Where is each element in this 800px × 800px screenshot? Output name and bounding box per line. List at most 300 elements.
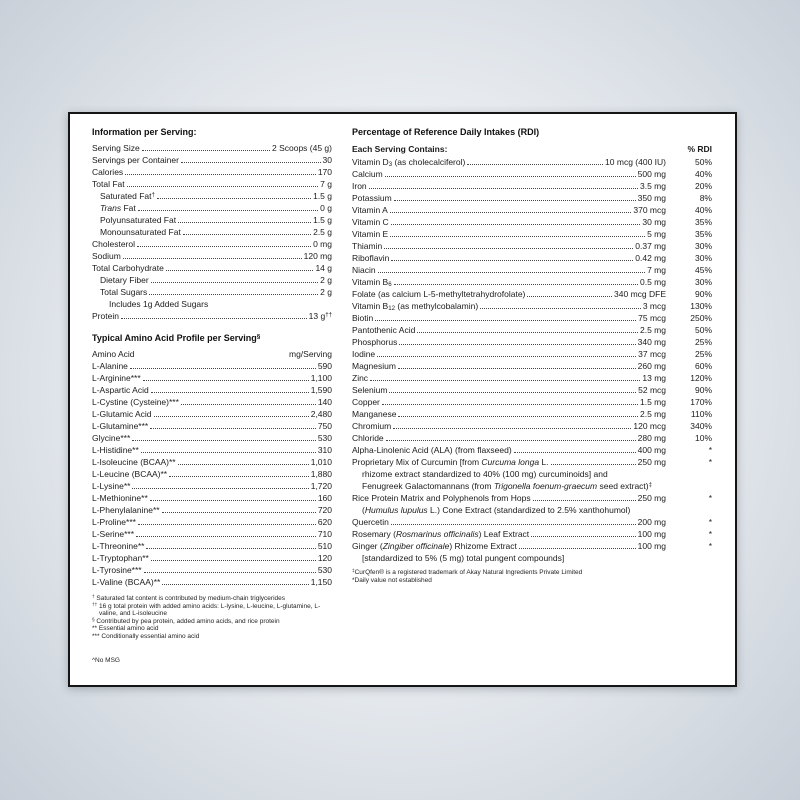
row-value: 2.5 mg [640,409,666,419]
dot-leader [385,176,636,177]
table-row [92,503,332,515]
row-value: 37 mcg [638,349,666,359]
row-value: 0.42 mg [635,253,666,263]
footnote: ‡CurQfen® is a registered trademark of Akay Natural Ingredients Private Limited [352,568,583,576]
row-rdi: 10% [694,433,712,443]
dot-leader [157,198,311,199]
row-value: 30 mg [642,217,666,227]
table-row [352,419,712,431]
row-label: L-Lysine** [92,481,131,491]
row-value: 120 mcg [633,421,666,431]
dot-leader [399,344,635,345]
table-row [92,371,332,383]
table-row [92,383,332,395]
row-value: 1.5 mg [640,397,666,407]
table-row [352,347,712,359]
table-row [92,189,332,201]
dot-leader [527,296,612,297]
row-label: Vitamin $B_6$ [352,277,392,289]
table-row [92,539,332,551]
row-value: 530 [317,565,332,575]
dot-leader [370,380,640,381]
row-rdi: 130% [690,301,712,311]
row-value: 0 mg [313,239,332,249]
dot-leader [386,440,636,441]
row-value: 1,590 [310,385,332,395]
footnote: § Contributed by pea protein, added amino acids, and rice protein [92,617,280,625]
dot-leader [391,224,641,225]
row-label: Chromium [352,421,392,431]
row-value: 1,010 [310,457,332,467]
footnote: †† 16 g total protein with added amino acids: L-lysine, L-leucine, L-glutamine, L-valine, and L-isoleucine [92,601,321,618]
row-label: L-Serine*** [92,529,135,539]
dot-leader [391,524,636,525]
dot-leader [533,500,636,501]
row-label: Polyunsaturated Fat [100,215,177,225]
dot-leader [151,392,309,393]
dot-leader [162,512,316,513]
row-label: L-Alanine [92,361,128,371]
row-rdi: 60% [694,361,712,371]
dot-leader [143,380,309,381]
row-label: Amino Acid [92,349,135,359]
dot-leader [141,452,316,453]
table-row [92,407,332,419]
row-label: L-Tyrosine*** [92,565,142,575]
dot-leader [531,536,635,537]
table-row [352,455,712,467]
row-rdi: 340% [690,421,712,431]
row-label: Fenugreek Galactomannans (from Trigonella foenum-graecum seed extract)‡ [362,481,653,491]
table-row [352,227,712,239]
dot-leader [377,356,636,357]
row-rdi: 30% [694,241,712,251]
row-label: L-Methionine** [92,493,148,503]
row-rdi: 35% [694,217,712,227]
row-label: Total Carbohydrate [92,263,164,273]
row-value: 510 [317,541,332,551]
dot-leader [181,404,316,405]
row-label: Potassium [352,193,392,203]
table-row [92,347,332,359]
row-value: 2,480 [310,409,332,419]
row-label: Magnesium [352,361,396,371]
row-value: 7 g [320,179,332,189]
table-row [352,275,712,287]
row-value: 1,100 [310,373,332,383]
row-value: 2 g [320,287,332,297]
dot-leader [178,464,309,465]
table-row [352,299,712,311]
row-label: Vitamin E [352,229,389,239]
row-label: L-Leucine (BCAA)** [92,469,168,479]
row-value: 310 [317,445,332,455]
dot-leader [382,404,638,405]
dot-leader [417,332,638,333]
row-label: Vitamin A [352,205,388,215]
row-rdi: 50% [694,157,712,167]
left-footnotes [92,595,332,641]
row-value: 1.5 g [313,215,332,225]
table-row [352,371,712,383]
dot-leader [390,212,632,213]
dot-leader [398,368,636,369]
row-label: Calories [92,167,124,177]
row-value: 250 mg [637,493,666,503]
dot-leader [138,210,318,211]
row-label: Pantothenic Acid [352,325,416,335]
row-rdi: 25% [694,349,712,359]
dot-leader [393,428,631,429]
dot-leader [181,162,321,163]
table-row [92,419,332,431]
footnote: *Daily value not established [352,576,432,584]
row-label: Vitamin $B_{12}$ (as methylcobalamin) [352,301,479,313]
table-row [352,503,712,515]
table-row [352,491,712,503]
row-label: Vitamin C [352,217,389,227]
dot-leader [150,428,316,429]
table-row [92,491,332,503]
dot-leader [151,560,316,561]
table-row [92,249,332,261]
table-row [92,551,332,563]
row-value: 120 mg [303,251,332,261]
row-value: 340 mcg DFE [614,289,666,299]
table-row [92,297,332,309]
row-label: Iodine [352,349,376,359]
row-label: [standardized to 5% (5 mg) total pungent compounds] [362,553,565,563]
row-value: 0.5 mg [640,277,666,287]
rdi-header-label: Each Serving Contains: [352,144,448,154]
table-row [92,563,332,575]
dot-leader [154,416,309,417]
row-label: L-Arginine*** [92,373,141,383]
row-label: Selenium [352,385,388,395]
amino-acid-table [92,347,332,587]
row-label: Riboflavin [352,253,390,263]
rdi-header-percent: % RDI [687,144,712,154]
dot-leader [551,464,636,465]
row-value: 200 mg [637,517,666,527]
row-rdi: 120% [690,373,712,383]
row-label: Vitamin $D_3$ (as cholecalciferol) [352,157,466,169]
table-row [352,515,712,527]
row-rdi: 20% [694,181,712,191]
amino-acid-profile-title: Typical Amino Acid Profile per Serving§ [92,333,261,343]
row-value: 260 mg [637,361,666,371]
table-row [92,467,332,479]
row-value: 100 mg [637,541,666,551]
row-label: L-Glutamine*** [92,421,149,431]
right-column [352,127,712,584]
row-rdi: 30% [694,253,712,263]
table-row [352,155,712,167]
row-rdi: 90% [694,289,712,299]
row-value: mg/Serving [289,349,332,359]
table-row [92,443,332,455]
row-label: Glycine*** [92,433,131,443]
row-label: Biotin [352,313,374,323]
table-row [352,443,712,455]
supplement-label-card [68,112,737,687]
dot-leader [151,282,319,283]
row-value: 500 mg [637,169,666,179]
table-row [92,225,332,237]
dot-leader [150,500,316,501]
row-value: 2.5 mg [640,325,666,335]
table-row [92,177,332,189]
row-value: 370 mcg [633,205,666,215]
table-row [352,539,712,551]
row-value: 100 mg [637,529,666,539]
row-value: 720 [317,505,332,515]
row-label: L-Aspartic Acid [92,385,149,395]
row-rdi: 25% [694,337,712,347]
table-row [352,287,712,299]
table-row [92,237,332,249]
row-value: 400 mg [637,445,666,455]
dot-leader [166,270,314,271]
row-label: Rice Protein Matrix and Polyphenols from Hops [352,493,531,503]
row-value: 750 [317,421,332,431]
table-row [352,407,712,419]
row-value: 280 mg [637,433,666,443]
row-value: 250 mg [637,457,666,467]
row-value: 1,880 [310,469,332,479]
table-row [352,239,712,251]
table-row [92,395,332,407]
row-value: 5 mg [647,229,666,239]
row-label: Ginger (Zingiber officinale) Rhizome Extract [352,541,517,551]
row-rdi: * [708,445,712,455]
table-row [352,311,712,323]
row-label: Dietary Fiber [100,275,149,285]
row-label: Trans Fat [100,203,136,213]
dot-leader [132,440,316,441]
dot-leader [130,368,316,369]
row-rdi: 30% [694,277,712,287]
table-row [352,335,712,347]
dot-leader [123,258,302,259]
row-value: 13 g†† [308,311,332,321]
row-value: 170 [317,167,332,177]
row-label: Cholesterol [92,239,135,249]
dot-leader [144,572,316,573]
row-label: (Humulus lupulus L.) Cone Extract (standardized to 2.5% xanthohumol) [362,505,631,515]
table-row [352,383,712,395]
dot-leader [514,452,636,453]
row-value: 620 [317,517,332,527]
dot-leader [394,284,638,285]
dot-leader [162,584,308,585]
row-rdi: 90% [694,385,712,395]
row-label: Serving Size [92,143,140,153]
dot-leader [146,548,315,549]
table-row [352,215,712,227]
table-row [92,261,332,273]
table-row [352,203,712,215]
dot-leader [378,272,645,273]
row-value: 120 [317,553,332,563]
dot-leader [480,308,641,309]
row-label: Calcium [352,169,383,179]
dot-leader [125,174,316,175]
row-label: Thiamin [352,241,383,251]
row-label: Alpha-Linolenic Acid (ALA) (from flaxseed) [352,445,512,455]
row-rdi: * [708,517,712,527]
row-label: L-Proline*** [92,517,136,527]
row-value: 340 mg [637,337,666,347]
row-value: 75 mcg [638,313,666,323]
table-row [92,273,332,285]
row-label: Quercetin [352,517,389,527]
rdi-table [352,155,712,563]
row-label: Chloride [352,433,384,443]
dot-leader [149,294,318,295]
row-value: 1.5 g [313,191,332,201]
row-rdi: * [708,457,712,467]
footnote: ** Essential amino acid [92,625,159,633]
left-column [92,127,332,665]
table-row [352,527,712,539]
row-rdi: 40% [694,169,712,179]
row-rdi: 250% [690,313,712,323]
row-value: 3.5 mg [640,181,666,191]
table-row [92,153,332,165]
row-label: L-Phenylalanine** [92,505,160,515]
row-value: 160 [317,493,332,503]
table-row [352,251,712,263]
dot-leader [137,246,311,247]
dot-leader [121,318,307,319]
dot-leader [142,150,270,151]
row-label: Manganese [352,409,397,419]
rdi-title: Percentage of Reference Daily Intakes (RDI) [352,127,540,137]
table-row [352,395,712,407]
dot-leader [127,186,319,187]
row-rdi: 40% [694,205,712,215]
table-row [92,575,332,587]
dot-leader [183,234,311,235]
table-row [92,165,332,177]
dot-leader [369,188,638,189]
dot-leader [132,488,308,489]
row-value: 3 mcg [642,301,666,311]
table-row [352,467,712,479]
row-value: 2.5 g [313,227,332,237]
row-label: L-Isoleucine (BCAA)** [92,457,176,467]
table-row [352,359,712,371]
row-value: 13 mg [642,373,666,383]
row-label: Copper [352,397,380,407]
row-label: L-Threonine** [92,541,145,551]
row-value: 0 g [320,203,332,213]
row-label: Niacin [352,265,376,275]
table-row [352,179,712,191]
row-rdi: * [708,541,712,551]
nutrition-facts-table [92,141,332,321]
table-row [92,515,332,527]
row-label: Proprietary Mix of Curcumin [from Curcuma longa L. [352,457,549,467]
dot-leader [169,476,309,477]
row-label: Servings per Container [92,155,179,165]
row-rdi: 8% [699,193,712,203]
dot-leader [375,320,636,321]
table-row [352,323,712,335]
right-footnotes [352,569,712,584]
rdi-header-row [352,140,712,154]
row-value: 590 [317,361,332,371]
row-value: 10 mcg (400 IU) [605,157,666,167]
row-value: 2 Scoops (45 g) [271,143,332,153]
row-label: Saturated Fat† [100,191,155,201]
row-label: Total Sugars [100,287,148,297]
row-rdi: 45% [694,265,712,275]
table-row [352,551,712,563]
row-label: Protein [92,311,119,321]
row-rdi: * [708,493,712,503]
row-value: 7 mg [647,265,666,275]
row-label: Monounsaturated Fat [100,227,181,237]
row-label: Phosphorus [352,337,398,347]
row-label: L-Tryptophan** [92,553,149,563]
dot-leader [389,392,636,393]
table-row [92,201,332,213]
dot-leader [519,548,636,549]
row-label: L-Histidine** [92,445,139,455]
row-value: 0.37 mg [635,241,666,251]
row-label: L-Glutamic Acid [92,409,152,419]
row-label: Iron [352,181,367,191]
dot-leader [384,248,633,249]
table-row [92,431,332,443]
table-row [92,309,332,321]
table-row [352,191,712,203]
dot-leader [398,416,638,417]
row-label: Rosemary (Rosmarinus officinalis) Leaf Extract [352,529,530,539]
info-per-serving-title: Information per Serving: [92,127,197,137]
dot-leader [391,260,633,261]
dot-leader [178,222,311,223]
row-label: L-Cystine (Cysteine)*** [92,397,179,407]
row-label: Total Fat [92,179,125,189]
row-label: Sodium [92,251,121,261]
table-row [92,455,332,467]
table-row [92,527,332,539]
table-row [92,359,332,371]
table-row [352,263,712,275]
dot-leader [394,200,636,201]
table-row [352,431,712,443]
row-value: 710 [317,529,332,539]
row-rdi: * [708,529,712,539]
footnote: † Saturated fat content is contributed by medium-chain triglycerides [92,594,285,602]
no-msg-note: ^No MSG [92,656,120,664]
row-label: Zinc [352,373,369,383]
dot-leader [136,536,316,537]
row-label: L-Valine (BCAA)** [92,577,161,587]
row-value: 52 mcg [638,385,666,395]
row-rdi: 35% [694,229,712,239]
row-label: rhizome extract standardized to 40% (100 mg) curcuminoids] and [362,469,608,479]
row-value: 14 g [315,263,332,273]
row-value: 350 mg [637,193,666,203]
row-label: Folate (as calcium L-5-methyltetrahydrofolate) [352,289,526,299]
row-rdi: 170% [690,397,712,407]
row-value: 530 [317,433,332,443]
row-value: 1,720 [310,481,332,491]
